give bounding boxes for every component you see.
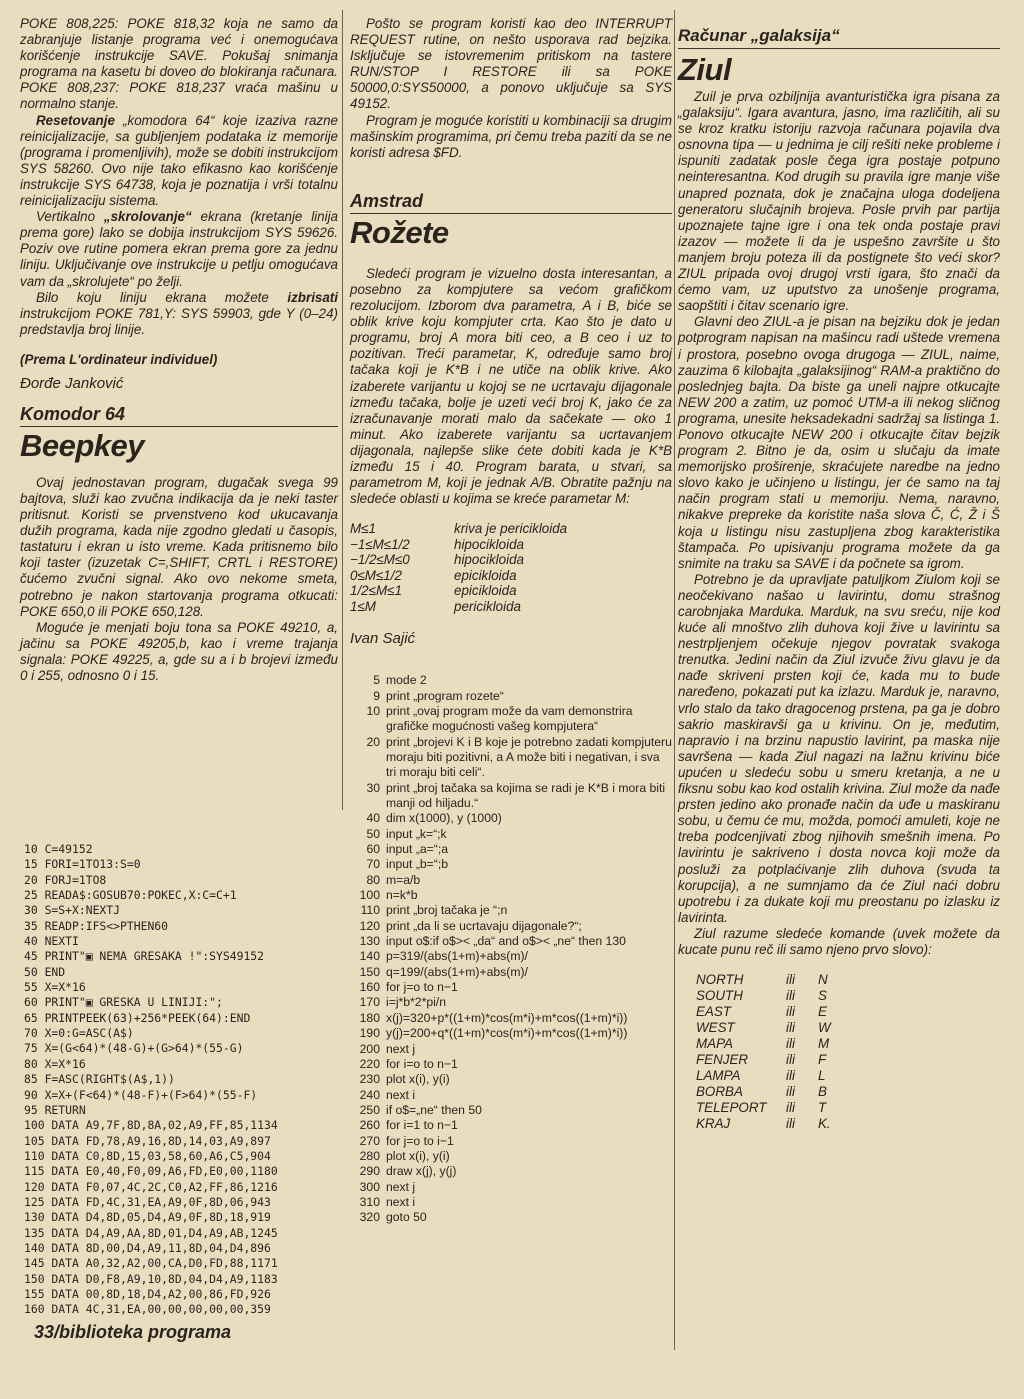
line-number: 150 [359,964,380,979]
parameter-row [350,568,650,584]
command-sep: ili [786,1068,795,1084]
listing-line [350,1149,672,1164]
listing-line: 95 RETURN [24,1102,86,1117]
command-row [696,1084,838,1100]
line-number: 60 [366,842,380,857]
command-key: T [818,1100,827,1116]
listing-line: 90 X=X+(F<64)*(48-F)+(F>64)*(55-F) [24,1087,258,1102]
listing-line [350,1118,672,1133]
line-number: 20 [366,734,380,749]
listing-line: 130 DATA D4,8D,05,D4,A9,0F,8D,18,919 [24,1210,271,1225]
rozete-body [350,266,672,507]
parameter-curve-name: hipocikloida [454,552,524,568]
listing-line [350,934,672,949]
kicker-galaksija: Računar „galaksija“ [678,26,1000,49]
line-code: m=a/b [386,872,421,887]
line-code: next i [386,1087,416,1102]
command-word: BORBA [696,1084,743,1100]
listing-line [350,704,672,735]
command-row [696,1100,838,1116]
kicker-komodor: Komodor 64 [20,404,338,427]
listing-line [350,873,672,888]
listing-line: 80 X=X*16 [24,1056,86,1071]
headline-beepkey: Beepkey [20,427,145,463]
line-code: mode 2 [386,673,427,688]
parameter-condition: 1/2≤M≤1 [350,583,402,599]
line-number: 280 [359,1148,380,1163]
listing-line: 160 DATA 4C,31,EA,00,00,00,00,00,359 [24,1302,271,1317]
line-code: dim x(1000), y (1000) [386,811,502,826]
line-number: 120 [359,918,380,933]
command-row [696,1020,838,1036]
listing-line: 45 PRINT"▣ NEMA GRESAKA !":SYS49152 [24,949,265,964]
listing-line [350,1026,672,1041]
command-sep: ili [786,988,795,1004]
fd-paragraph: Program je moguće koristiti u kombinaciji sa drugim mašinskim programima, pri čemu treba paziti da se ne koristi adresa $FD. [350,112,672,160]
beepkey-paragraph-1: Ovaj jednostavan program, dugačak svega 99 bajtova, služi kao zvučna indikacija da je neki taster pritisnut. Koristi se prvenstveno kod ukucavanja dužih programa, kada nije zgodno gledati u časopis, tastaturu i ekran u isto vreme. Kada pritisnemo bilo koji taster (izuzetak C=,SHIFT, CRTL i RESTORE) čućemo zvučni signal. Ako ovo nekome smeta, potrebno je nakon startovanja programa otkucati: POKE 650,0 ili POKE 650,128. [20,474,338,619]
parameter-row [350,599,650,615]
scroll-bold: „skrolovanje“ [103,209,192,225]
line-code: draw x(j), y(j) [386,1164,457,1179]
scroll-pre: Vertikalno [36,209,104,225]
scroll-paragraph [20,209,338,289]
ziul-paragraph-4: Ziul razume sledeće komande (uvek možete da kucate punu reč ili samo njeno prvo slovo): [678,925,1000,957]
listing-line: 50 END [24,964,66,979]
command-word: MAPA [696,1036,733,1052]
command-row [696,1004,838,1020]
line-number: 140 [359,949,380,964]
command-row [696,1052,838,1068]
listing-line: 150 DATA D0,F8,A9,10,8D,04,D4,A9,1183 [24,1271,278,1286]
listing-line [350,1134,672,1149]
listing-line: 70 X=0:G=ASC(A$) [24,1026,134,1041]
right-column [678,26,1000,1132]
listing-line [350,735,672,781]
listing-line: 40 NEXTI [24,934,79,949]
line-number: 320 [359,1210,380,1225]
listing-line: 55 X=X*16 [24,980,86,995]
command-word: EAST [696,1004,731,1020]
ziul-paragraph-2: Glavni deo ZIUL-a je pisan na bejziku dok je jedan potprogram napisan na mašincu radi uštede vremena i prostora, posebno ovoga drugoga — ZIUL, naime, zauzima 6 kilobajta „galaksijinog“ RAM-a praktično do poslednjeg bajta. Da biste ga uneli najpre otkucajte NEW 200 a zatim, uz pomoć UTM-a ili nekog sličnog programa, unesite heksadekadni sadržaj sa listinga 1. Ponovo otkucajte NEW 200 i otkucajte čitav bejzik program 2. Bitno je da, osim u slučaju da imate memorijsko proširenje, skraćujete naredbe na jedno slovo kako je učinjeno u listingu, jer će samo na taj način program stati u memoriju. Nema, naravno, nikakve prepreke da koristite naša slova Č, Ć, Ž i Š koja u listingu nisu zastupljena zbog karakteristika štampača. Po upisivanju programa možete da ga snimite na traku sa SAVE i da počnete sa igrom. [678,314,1000,571]
line-code: q=199/(abs(1+m)+abs(m)/ [386,964,528,979]
command-key: S [818,988,827,1004]
line-code: n=k*b [386,888,418,903]
command-row [696,988,838,1004]
command-sep: ili [786,1020,795,1036]
line-number: 170 [359,995,380,1010]
line-number: 310 [359,1194,380,1209]
command-word: NORTH [696,972,744,988]
listing-line: 115 DATA E0,40,F0,09,A6,FD,E0,00,1180 [24,1164,278,1179]
listing-line [350,827,672,842]
rozete-listing [350,673,672,1225]
listing-line [350,1195,672,1210]
line-code: input „a=“;a [386,842,448,857]
ziul-paragraph-1: Zuil je prva ozbiljnija avanturistička igra pisana za „galaksiju“. Igara avantura, jasno, ima različitih, ali su se kroz kratku istoriju razvoja računara pojavila dva osnovna tipa — u jednima je cilj rešiti neke probleme i ispuniti zadatak posle čega igra postaje potpuno neinteresantna. Kod drugih su pravila igre manje više unapred poznata, dok je značajna uloga dodeljena generatoru slučajnih brojeva. Posle prvih par partija upoznajete tajne igre i ona tek onda postaje pravi izazov — možete li da je uspešno završite u što manjem broju poteza ili da postignete što veći skor? ZIUL pripada ovoj drugoj vrsti igara, što znači da ćemo vam, uz uputstvo za unošenje programa, saopštiti i čitav scenario igre. [678,89,1000,314]
author-ivan: Ivan Sajić [350,630,416,648]
line-code: goto 50 [386,1210,427,1225]
reset-bold: Resetovanje [36,112,115,128]
command-key: W [818,1020,831,1036]
line-code: x(j)=320+p*((1+m)*cos(m*i)+m*cos((1+m)*i)) [386,1010,628,1025]
line-code: for j=o to i−1 [386,1133,454,1148]
middle-column [350,16,672,1226]
left-column [20,16,338,684]
listing-line: 85 F=ASC(RIGHT$(A$,1)) [24,1072,175,1087]
listing-line: 15 FORI=1TO13:S=0 [24,857,141,872]
page-footer: 33/biblioteka programa [34,1322,232,1342]
poke-paragraph: POKE 808,225: POKE 818,32 koja ne samo da zabranjuje listanje programa već i onemogućava korišćenje instrukcije SAVE. Pokušaj snimanja programa na kasetu bi doveo do blokiranja računara. POKE 808,237: POKE 818,237 vraća mašinu u normalno stanje. [20,16,338,112]
line-code: i=j*b*2*pi/n [386,995,446,1010]
command-row [696,1068,838,1084]
listing-line: 30 S=S+X:NEXTJ [24,903,121,918]
command-key: L [818,1068,826,1084]
erase-text: instrukcijom POKE 781,Y: SYS 59903, gde Y (0–24) predstavlja broj linije. [20,305,338,337]
parameter-row [350,537,650,553]
line-number: 220 [359,1056,380,1071]
line-number: 9 [373,688,380,703]
parameter-curve-name: epicikloida [454,567,517,583]
line-code: print „program rozete“ [386,688,504,703]
scroll-text: ekrana (kretanje linija prema gore) lako se dobija instrukcijom SYS 59626. Poziv ove rutine pomera ekran prema gore za jednu liniju. Uključivanje ove instrukcije u petlju omogućava vam da „skrolujete“ po želji. [20,209,338,289]
listing-line [350,1164,672,1179]
line-number: 200 [359,1041,380,1056]
parameter-condition: M≤1 [350,521,376,537]
listing-line [350,965,672,980]
reset-paragraph [20,113,338,210]
line-code: next j [386,1179,416,1194]
command-key: B [818,1084,827,1100]
ziul-paragraph-3: Potrebno je da upravljate patuljkom Ziulom koji se neočekivano našao u lavirintu, domu strašnog carobnjaka Marduka. Marduk, na svu sreću, nije kod kuće ali mnoštvo zlih duhova koji žive u lavirintu sa nestrpljenjem očekuje njegov povratak svakoga trenutka. Jedini način da Ziul izvuče živu glavu je da nađe skriveni prsten koji će, kada mu to bude naređeno, pokazati put ka izlazu. Marduk je, naravno, vrlo stalo da tako dragocenog prstena, pa ga je dobro sakrio maskiravši ga u krivinu. On je, međutim, napravio i na brzinu napustio lavirint, pa maska nije savršena — kada Ziul nagazi na lažnu krivinu biće upućen u sledeću sobu u smeru kretanja, a ne u fiksnu sobu kao kod ostalih krivina. Ziul može da nađe prsten jedino ako pronađe način da uđe u maskiranu sobu, u čemu će mu, možda, pomoći amuleti, koje ne treba podcenjivati zbog njihovih smešnih imena. Po lavirintu je sakriveno i dosta novca koji može da posluži za potplaćivanje zlih duhova (svuda ta korupcija), a ne sumnjamo da će Ziul naći dobru upotrebu i za dukate koji mu preostanu po izlasku iz lavirinta. [678,571,1000,925]
line-code: plot x(i), y(i) [386,1148,450,1163]
line-number: 190 [359,1026,380,1041]
listing-line [350,781,672,812]
headline-ziul: Ziul [678,52,732,87]
beepkey-body [20,475,338,684]
line-code: y(j)=200+q*((1+m)*cos(m*i)+m*cos((1+m)*i)) [386,1026,628,1041]
command-sep: ili [786,1100,795,1116]
command-key: K. [818,1116,831,1132]
listing-line: 100 DATA A9,7F,8D,8A,02,A9,FF,85,1134 [24,1118,278,1133]
parameter-row [350,552,650,568]
line-number: 260 [359,1118,380,1133]
line-number: 5 [373,673,380,688]
line-number: 10 [366,703,380,718]
line-code: for i=1 to n−1 [386,1118,458,1133]
column-divider-right [674,10,675,1350]
parameter-table [350,521,650,614]
listing-line: 105 DATA FD,78,A9,16,8D,14,03,A9,897 [24,1133,271,1148]
parameter-condition: −1/2≤M≤0 [350,552,410,568]
parameter-curve-name: pericikloida [454,598,521,614]
listing-line [350,673,672,688]
source-note: (Prema L'ordinateur individuel) [20,351,218,367]
parameter-row [350,583,650,599]
listing-line [350,1057,672,1072]
line-code: print „broj tačaka je “;n [386,903,508,918]
reset-text: „komodora 64“ koje izaziva razne reinicijalizacije, sa gubljenjem podataka iz memorije (programa i promenljivih), može se dobiti instrukcijom SYS 58260. Ovo nije tako efikasno kao korišćenje instrukcije SYS 64738, koja je poznatija i vrši totalnu reinicijalizaciju sistema. [20,112,338,209]
parameter-condition: −1≤M≤1/2 [350,536,410,552]
interrupt-paragraph: Pošto se program koristi kao deo INTERRUPT REQUEST rutine, on nešto usporava rad bejzika. Isključuje se istovremenim pritiskom na tastere RUN/STOP I RESTORE ili sa POKE 50000,0:SYS50000, a ponovo uključuje sa SYS 49152. [350,16,672,112]
parameter-condition: 0≤M≤1/2 [350,567,402,583]
listing-line [350,842,672,857]
line-code: for i=o to n−1 [386,1056,458,1071]
line-number: 290 [359,1164,380,1179]
line-number: 230 [359,1072,380,1087]
listing-line: 155 DATA 00,8D,18,D4,A2,00,86,FD,926 [24,1286,271,1301]
command-word: SOUTH [696,988,743,1004]
command-sep: ili [786,1004,795,1020]
command-word: LAMPA [696,1068,741,1084]
listing-line [350,1088,672,1103]
erase-paragraph [20,290,338,338]
line-code: print „brojevi K i B koje je potrebno zadati kompjuteru moraju biti pozitivni, a A može biti i negativan, i sva tri moraju biti celi“. [386,734,672,780]
parameter-row [350,521,650,537]
line-code: p=319/(abs(1+m)+abs(m)/ [386,949,528,964]
listing-line: 35 READP:IFS<>PTHEN60 [24,918,169,933]
command-row [696,1036,838,1052]
parameter-curve-name: hipocikloida [454,536,524,552]
line-number: 270 [359,1133,380,1148]
listing-line [350,1011,672,1026]
erase-pre: Bilo koju liniju ekrana možete [36,289,288,305]
listing-line [350,980,672,995]
line-number: 100 [359,888,380,903]
listing-line [350,949,672,964]
line-code: input „k=“;k [386,826,447,841]
parameter-condition: 1≤M [350,598,376,614]
listing-line: 120 DATA F0,07,4C,2C,C0,A2,FF,86,1216 [24,1179,278,1194]
listing-line: 140 DATA 8D,00,D4,A9,11,8D,04,D4,896 [24,1240,271,1255]
line-number: 160 [359,980,380,995]
command-word: KRAJ [696,1116,731,1132]
line-code: print „broj tačaka sa kojima se radi je K*B i mora biti manji od hiljadu.“ [386,780,666,810]
listing-line: 75 X=(G<64)*(48-G)+(G>64)*(55-G) [24,1041,244,1056]
rozete-paragraph: Sledeći program je vizuelno dosta interesantan, a posebno za kompjutere sa većom grafičkom rezolucijom. Izborom dva parametra, A i B, biće se oblik krive koju kompjuter crta. Kao što je dato u programu, broj A mora biti ceo, a B ceo i uz to pozitivan. Treći parametar, K, određuje samo broj tačaka koji je K*B i ne utiče na oblik krive. Ako izaberete varijantu u kojoj se ne ucrtavaju dijagonale između tačaka, bolje je uzeti veći broj K, jako će za izračunavanje morati malo da sačekate — oko 1 minut. Ako izaberete varijantu sa ucrtavanjem dijagonala, najlepše slike ćete dobiti kada je K*B između 15 i 40. Program barata, u stvari, sa parametrom M, koji je jednak A/B. Obratite pažnju na sledeće oblasti u kojima se kreće parametar M: [350,265,672,507]
line-code: input o$:if o$>< „da“ and o$>< „ne“ then 130 [386,934,626,949]
listing-line [350,903,672,918]
command-row [696,1116,838,1132]
command-sep: ili [786,1084,795,1100]
headline-rozete: Rožete [350,214,449,250]
erase-bold: izbrisati [287,289,338,305]
listing-line [350,689,672,704]
kicker-amstrad: Amstrad [350,191,672,214]
listing-line [350,1072,672,1087]
command-sep: ili [786,1052,795,1068]
command-sep: ili [786,1116,795,1132]
line-number: 110 [360,903,380,918]
author-djordje: Đorđe Janković [20,374,124,392]
line-number: 250 [359,1102,380,1117]
listing-line [350,995,672,1010]
listing-line [350,1210,672,1225]
command-word: WEST [696,1020,735,1036]
listing-line: 65 PRINTPEEK(63)+256*PEEK(64):END [24,1010,251,1025]
line-code: print „ovaj program može da vam demonstrira grafičke mogućnosti vašeg kompjutera“ [386,703,633,734]
listing-line [350,1103,672,1118]
command-sep: ili [786,1036,795,1052]
command-key: M [818,1036,830,1052]
listing-line: 125 DATA FD,4C,31,EA,A9,0F,8D,06,943 [24,1194,271,1209]
command-key: E [818,1004,827,1020]
command-row [696,972,838,988]
line-code: print „da li se ucrtavaju dijagonale?“; [386,918,582,933]
line-code: for j=o to n−1 [386,980,458,995]
listing-line: 135 DATA D4,A9,AA,8D,01,D4,A9,AB,1245 [24,1225,278,1240]
listing-line [350,1180,672,1195]
listing-line [350,1042,672,1057]
listing-line [350,811,672,826]
column-divider-left [342,10,343,810]
line-number: 300 [359,1179,380,1194]
listing-line: 25 READA$:GOSUB70:POKEC,X:C=C+1 [24,888,237,903]
line-code: next i [386,1194,416,1209]
line-number: 180 [359,1010,380,1025]
listing-line [350,888,672,903]
beepkey-listing [24,842,336,1318]
command-word: TELEPORT [696,1100,767,1116]
listing-line [350,857,672,872]
line-number: 40 [366,811,380,826]
line-code: if o$=„ne“ then 50 [386,1102,482,1117]
line-number: 240 [359,1087,380,1102]
command-table [696,972,838,1132]
command-key: F [818,1052,827,1068]
line-code: input „b=“;b [386,857,448,872]
command-word: FENJER [696,1052,749,1068]
command-key: N [818,972,828,988]
parameter-curve-name: epicikloida [454,583,517,599]
ziul-body [678,89,1000,958]
listing-line [350,919,672,934]
line-code: next j [386,1041,416,1056]
line-number: 130 [359,934,380,949]
listing-line: 110 DATA C0,8D,15,03,58,60,A6,C5,904 [24,1148,271,1163]
listing-line: 10 C=49152 [24,842,93,856]
parameter-curve-name: kriva je pericikloida [454,521,568,537]
listing-line: 145 DATA A0,32,A2,00,CA,D0,FD,88,1171 [24,1256,278,1271]
line-number: 70 [366,857,380,872]
beepkey-paragraph-2: Moguće je menjati boju tona sa POKE 49210, a, jačinu sa POKE 49205,b, kao i vreme trajanja signala: POKE 49225, a, gde su a i b brojevi između 0 i 255, odnosno 0 i 15. [20,619,338,683]
line-number: 50 [366,826,380,841]
command-sep: ili [786,972,795,988]
listing-line: 20 FORJ=1TO8 [24,872,107,887]
line-number: 80 [366,872,380,887]
line-code: plot x(i), y(i) [386,1072,450,1087]
line-number: 30 [366,780,380,795]
listing-line: 60 PRINT"▣ GRESKA U LINIJI:"; [24,995,223,1010]
